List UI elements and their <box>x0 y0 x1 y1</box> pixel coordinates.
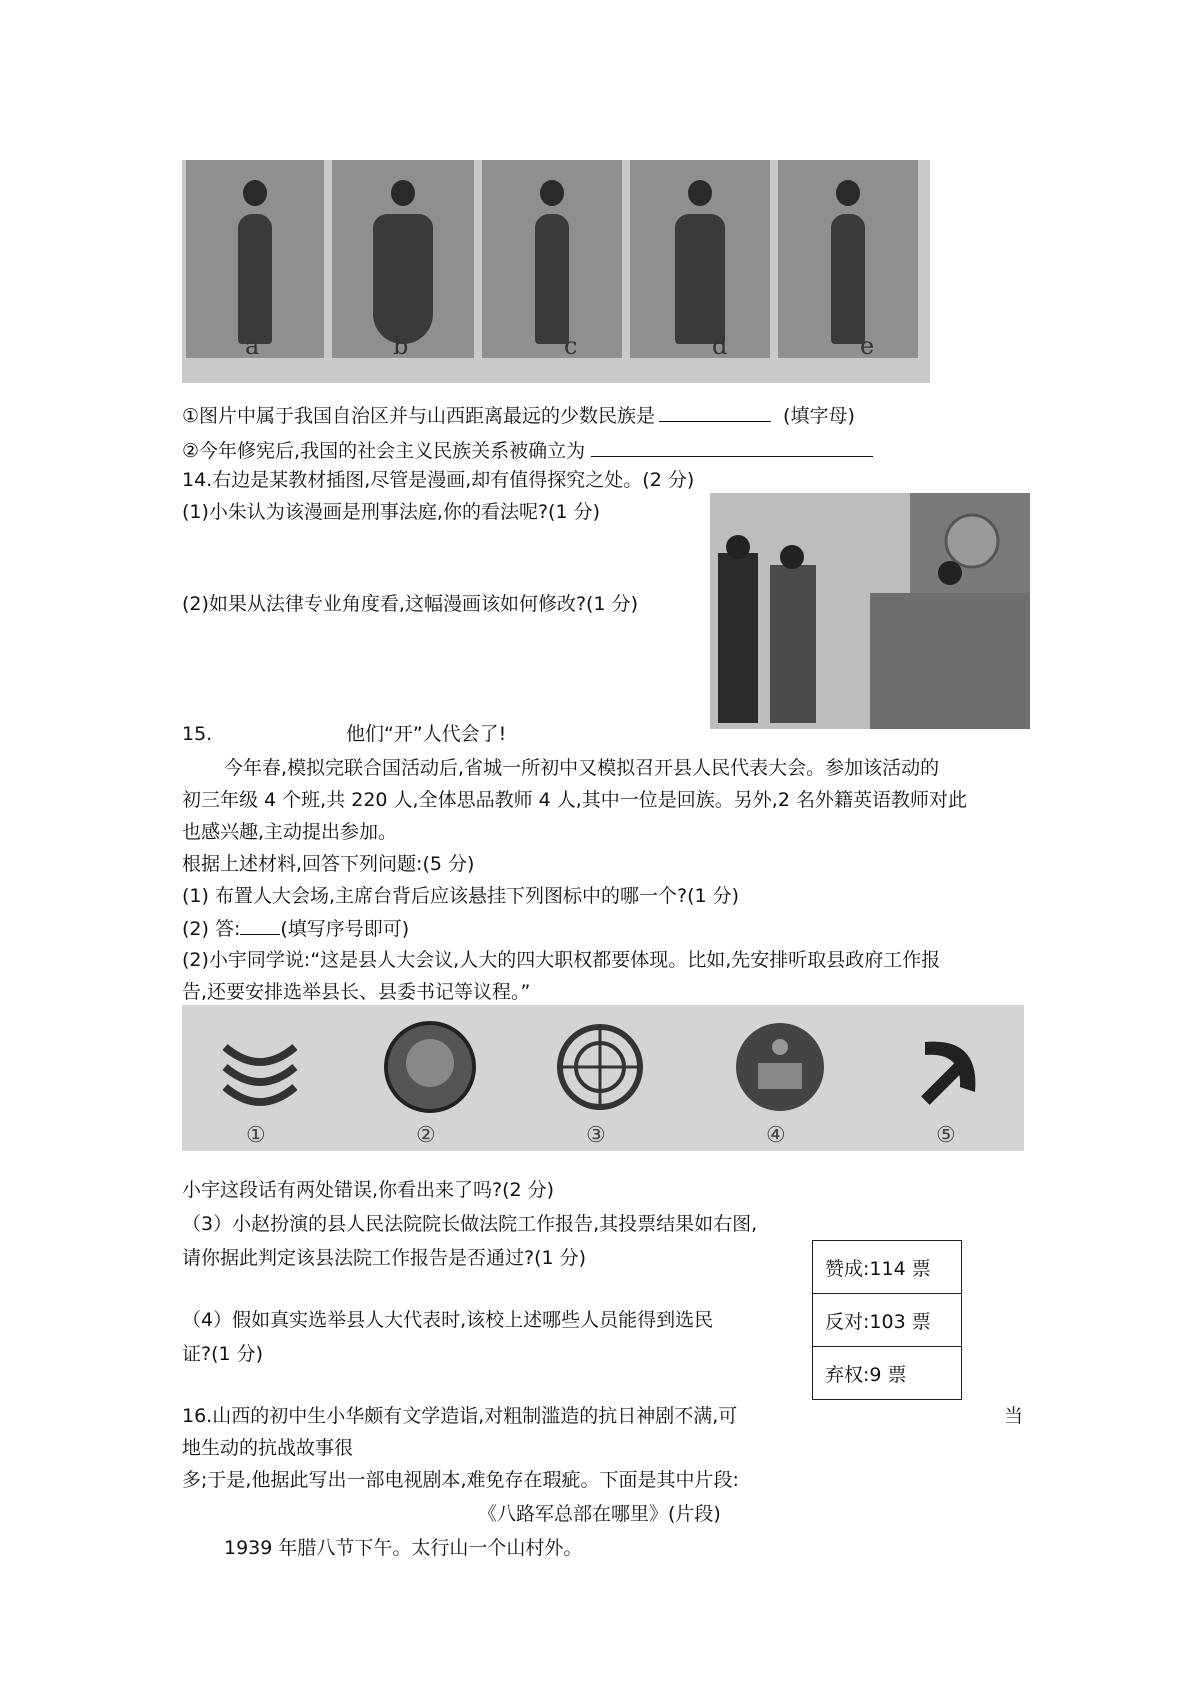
photo-panel-d <box>630 160 770 358</box>
bailiff-figure <box>718 553 758 723</box>
q14-sub2: (2)如果从法律专业角度看,这幅漫画该如何修改?(1 分) <box>182 593 638 615</box>
q15-para1: 今年春,模拟完联合国活动后,省城一所初中又模拟召开县人民代表大会。参加该活动的 <box>224 757 940 779</box>
photo-letter-a: a <box>245 332 260 360</box>
photo-letter-c: c <box>564 332 578 360</box>
photo-letter-b: b <box>393 332 409 360</box>
emblem-icon <box>946 515 998 567</box>
photo-panel-c <box>482 160 622 358</box>
q13-blank2[interactable] <box>591 438 873 457</box>
q15-sub1-answer <box>182 916 409 941</box>
q15-sub3b: 请你据此判定该县法院工作报告是否通过?(1 分) <box>182 1247 587 1269</box>
emblem-label-4: ④ <box>766 1123 786 1148</box>
q15-answer-blank[interactable] <box>240 916 280 935</box>
q15-prompt: 根据上述材料,回答下列问题:(5 分) <box>182 853 475 875</box>
vote-no: 反对:103 票 <box>813 1294 962 1347</box>
q14-sub1: (1)小朱认为该漫画是刑事法庭,你的看法呢?(1 分) <box>182 501 600 523</box>
q16-line3: 多;于是,他据此写出一部电视剧本,难免存在瑕疵。下面是其中片段: <box>182 1469 739 1491</box>
q15-sub4b: 证?(1 分) <box>182 1343 264 1365</box>
q14-title: 14.右边是某教材插图,尽管是漫画,却有值得探究之处。(2 分) <box>182 469 695 491</box>
q16-line2: 地生动的抗战故事很 <box>182 1437 354 1459</box>
q13-line1 <box>182 403 855 428</box>
q15-answer-prefix: (2) 答: <box>182 918 241 940</box>
q15-para2: 初三年级 4 个班,共 220 人,全体思品教师 4 人,其中一位是回族。另外,2 名外籍英语教师对此 <box>182 789 967 811</box>
q13-blank1[interactable] <box>659 403 771 422</box>
vote-yes: 赞成:114 票 <box>813 1241 962 1294</box>
q15-sub3a: （3）小赵扮演的县人民法院院长做法院工作报告,其投票结果如右图, <box>182 1213 758 1235</box>
table-row <box>813 1241 962 1294</box>
judge-bench <box>870 593 1030 729</box>
vote-abstain: 弃权:9 票 <box>813 1347 962 1400</box>
q16-scene: 1939 年腊八节下午。太行山一个山村外。 <box>224 1537 583 1559</box>
q15-after-logos: 小宇这段话有两处错误,你看出来了吗?(2 分) <box>182 1179 555 1201</box>
q13-line2 <box>182 438 873 463</box>
photo-letter-d: d <box>712 332 728 360</box>
emblem-label-3: ③ <box>586 1123 606 1148</box>
photo-panel-a <box>186 160 324 358</box>
q15-title: 他们“开”人代会了! <box>346 723 507 745</box>
table-row <box>813 1347 962 1400</box>
emblem-label-2: ② <box>416 1123 436 1148</box>
q15-sub2b: 告,还要安排选举县长、县委书记等议程。” <box>182 981 531 1003</box>
q16-script-title: 《八路军总部在哪里》(片段) <box>478 1503 721 1525</box>
q15-num: 15. <box>182 723 213 745</box>
q16-line1-right: 当 <box>1004 1405 1024 1427</box>
un-emblem-icon <box>550 1017 650 1117</box>
wto-logo-icon <box>210 1017 310 1117</box>
q15-sub1: (1) 布置人大会场,主席台背后应该悬挂下列图标中的哪一个?(1 分) <box>182 885 740 907</box>
q15-sub2a: (2)小宇同学说:“这是县人大会议,人大的四大职权都要体现。比如,先安排听取县政府工作报 <box>182 949 941 971</box>
q15-sub4a: （4）假如真实选举县人大代表时,该校上述哪些人员能得到选民 <box>182 1309 714 1331</box>
q15-answer-suffix: (填写序号即可) <box>280 918 410 940</box>
cppcc-emblem-icon <box>380 1017 480 1117</box>
table-row <box>813 1294 962 1347</box>
q13-line1-suffix: (填字母) <box>783 405 855 427</box>
q15-para3: 也感兴趣,主动提出参加。 <box>182 821 398 843</box>
photo-panel-b <box>332 160 474 358</box>
national-emblem-icon <box>730 1017 830 1117</box>
defendant-figure <box>770 565 816 723</box>
q13-line2-text: ②今年修宪后,我国的社会主义民族关系被确立为 <box>182 440 586 462</box>
photo-panel-e <box>778 160 918 358</box>
vote-result-table <box>812 1240 962 1400</box>
q16-line1: 16.山西的初中生小华颇有文学造诣,对粗制滥造的抗日神剧不满,可 <box>182 1405 738 1427</box>
courtroom-cartoon <box>710 493 1030 729</box>
photo-letter-e: e <box>860 332 875 360</box>
emblems-strip <box>182 1005 1024 1151</box>
emblem-label-5: ⑤ <box>936 1123 956 1148</box>
emblem-label-1: ① <box>246 1123 266 1148</box>
q13-line1-text: ①图片中属于我国自治区并与山西距离最远的少数民族是 <box>182 405 656 427</box>
hammer-sickle-icon <box>900 1017 1000 1117</box>
ethnic-costume-photos <box>182 160 930 383</box>
